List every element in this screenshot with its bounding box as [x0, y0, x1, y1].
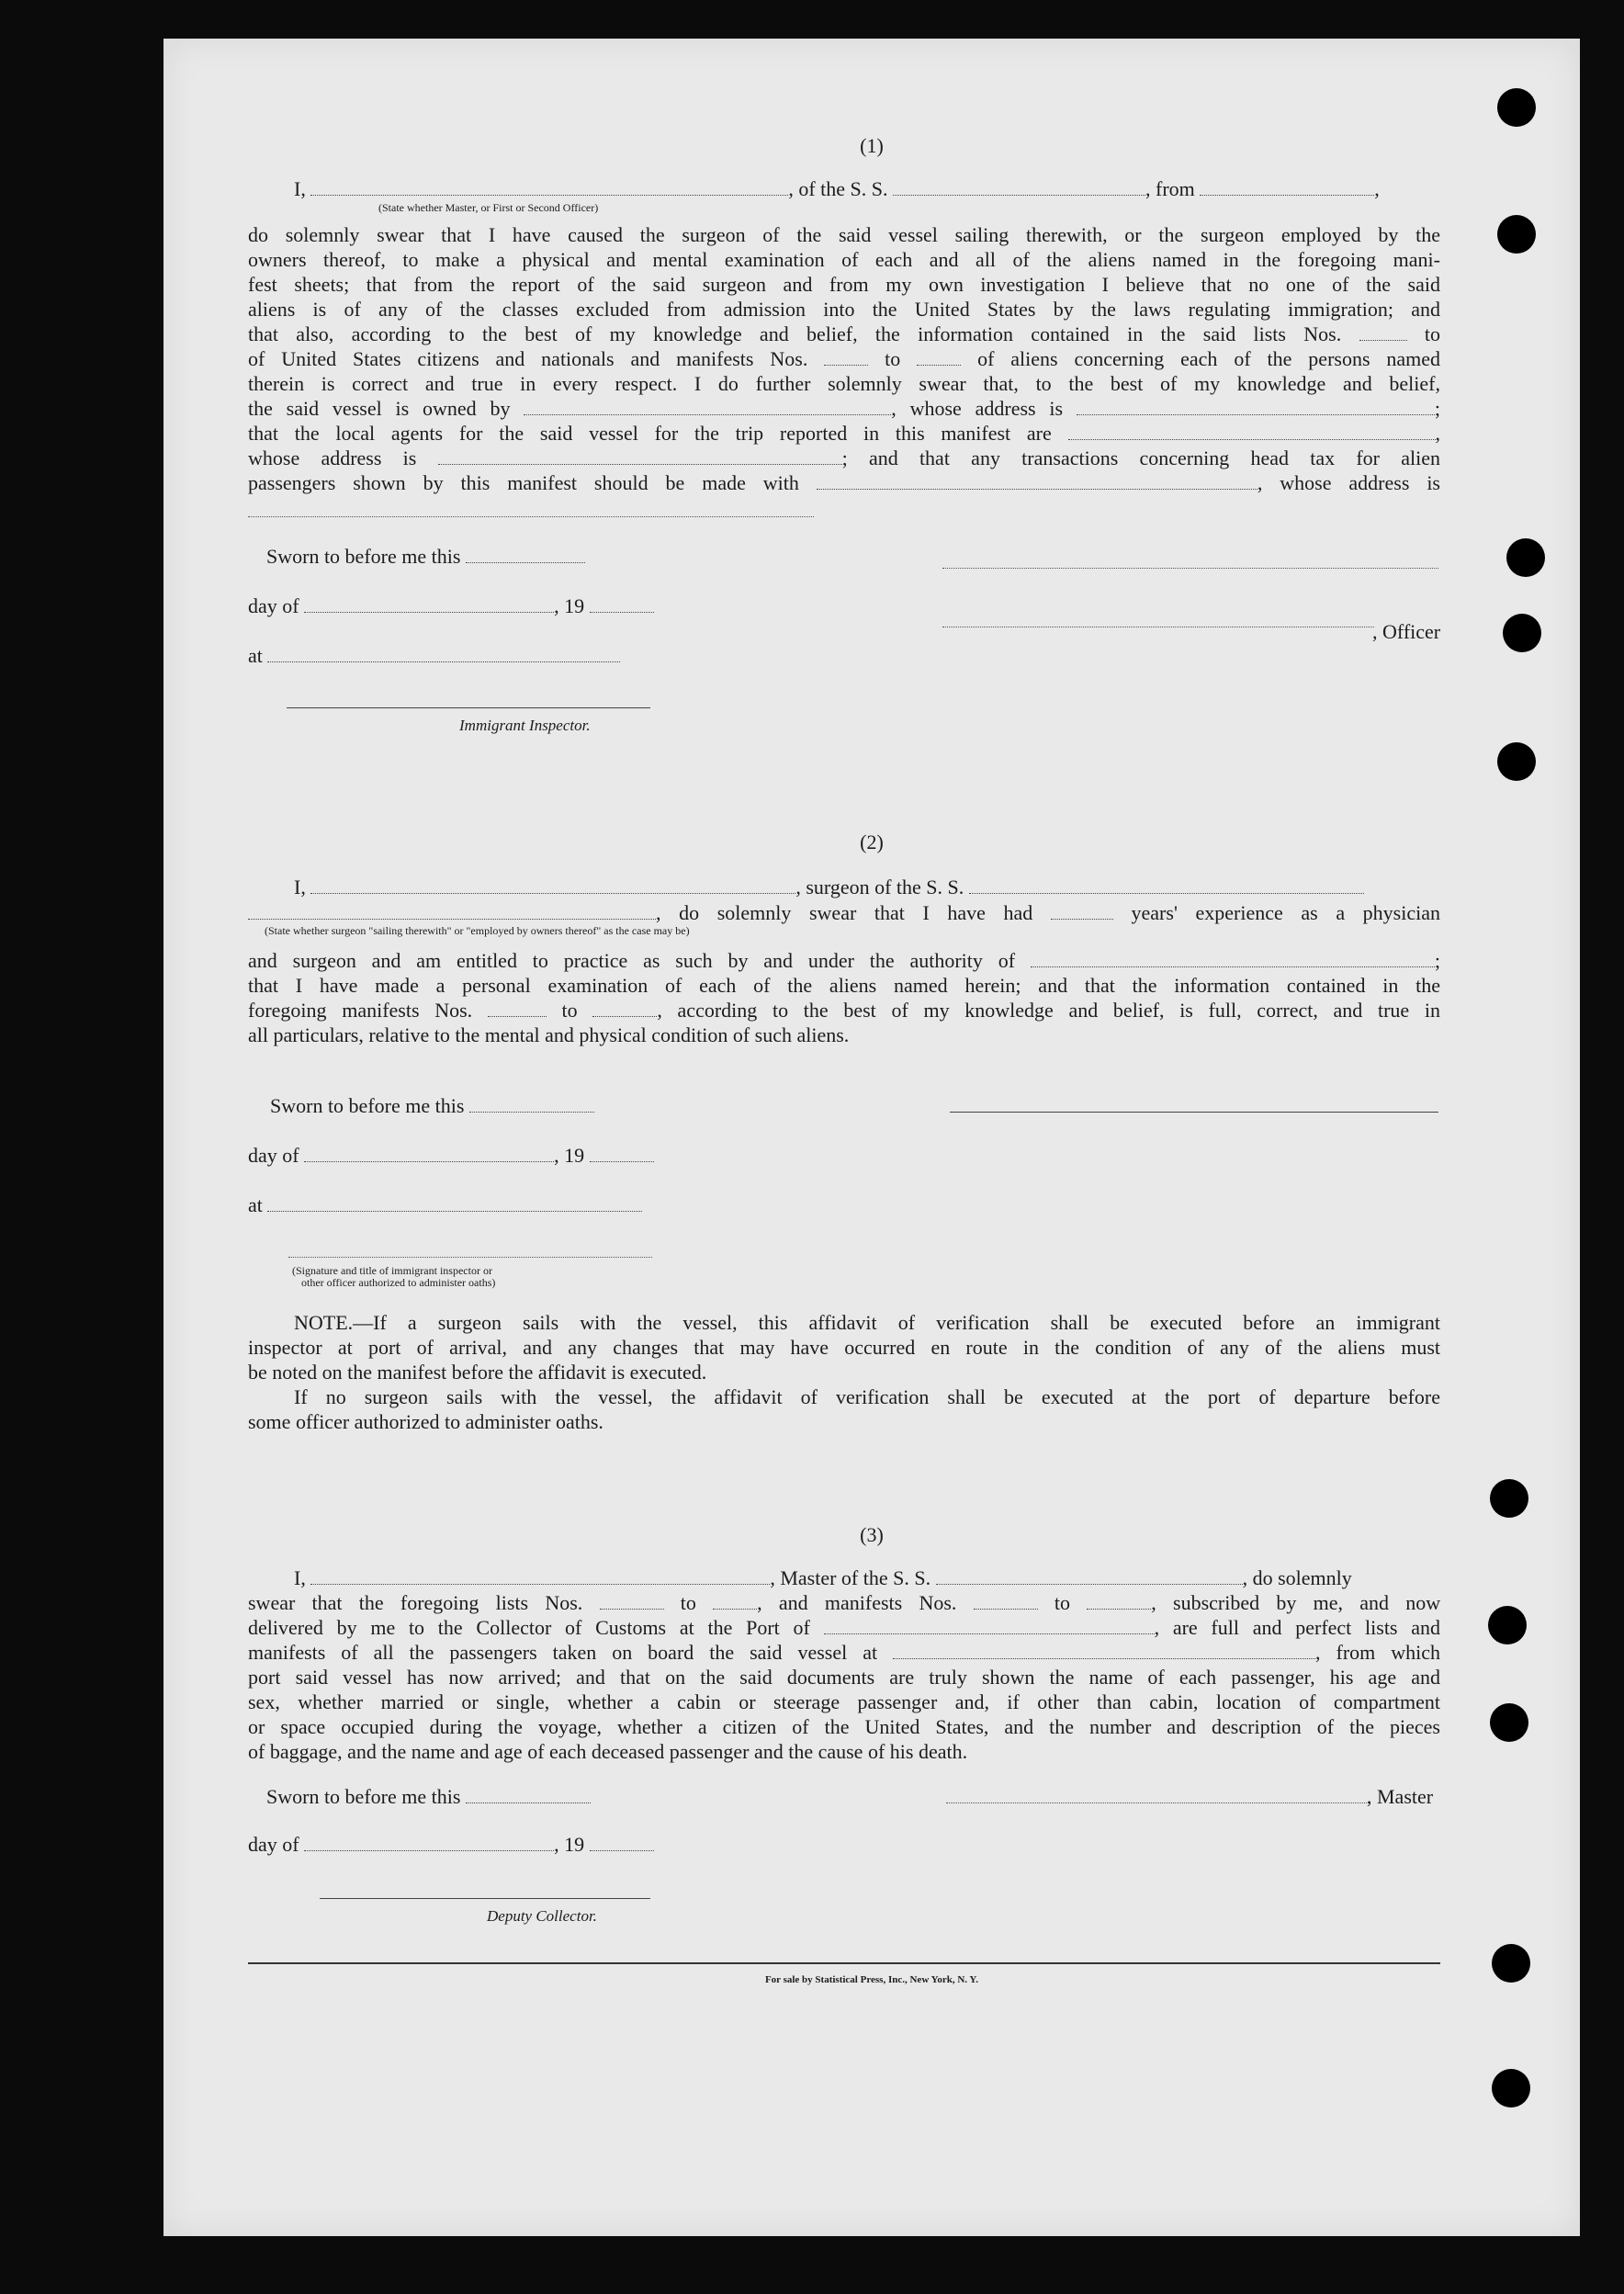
- binder-hole: [1506, 538, 1545, 577]
- ship-name-field[interactable]: [936, 1567, 1243, 1585]
- section-number: (1): [860, 134, 884, 157]
- form-line: I, , surgeon of the S. S.: [294, 875, 1364, 899]
- inspector-caption: Immigrant Inspector.: [459, 717, 591, 734]
- footer-divider: [248, 1962, 1440, 1964]
- manifests-to-field[interactable]: [917, 348, 961, 366]
- document-page: [164, 39, 1580, 2236]
- agents-address-field[interactable]: [438, 447, 842, 465]
- note-line: be noted on the manifest before the affidavit is executed.: [248, 1361, 707, 1384]
- note-line: NOTE.—If a surgeon sails with the vessel, this affidavit of verification shall be executed before an immigrant: [294, 1311, 1440, 1334]
- printer-credit: For sale by Statistical Press, Inc., New York, N. Y.: [764, 1974, 979, 1985]
- sworn-day-field[interactable]: [466, 1786, 591, 1803]
- oath-text-line: passengers shown by this manifest should be made with , whose address is: [248, 471, 1440, 494]
- officer-label: , Officer: [1372, 620, 1441, 643]
- date-line: day of , 19: [248, 1832, 654, 1857]
- month-field[interactable]: [304, 1145, 554, 1162]
- sworn-line: Sworn to before me this: [266, 1784, 591, 1809]
- binder-hole: [1490, 1703, 1528, 1742]
- ship-name-field[interactable]: [893, 178, 1145, 196]
- oath-text-line: port said vessel has now arrived; and that on the said documents are truly shown the name of each passenger, his age and: [248, 1666, 1440, 1689]
- oath-text-line: do solemnly swear that I have caused the surgeon of the said vessel sailing therewith, or the surgeon employed by the: [248, 223, 1440, 246]
- oath-text-line: whose address is ; and that any transactions concerning head tax for alien: [248, 446, 1440, 469]
- inspector-signature-line: [287, 707, 650, 708]
- master-label: , Master: [1367, 1785, 1434, 1808]
- ship-name-field[interactable]: [969, 876, 1364, 894]
- place-line: at: [248, 1192, 642, 1217]
- oath-text-line: owners thereof, to make a physical and mental examination of each and all of the aliens named in the foregoing mani-: [248, 248, 1440, 271]
- lists-from-field[interactable]: [600, 1592, 664, 1610]
- years-field[interactable]: [1051, 902, 1113, 920]
- form-line: I, , of the S. S. , from ,: [294, 177, 1380, 200]
- manifests-to-field[interactable]: [592, 1000, 657, 1017]
- manifests-from-field[interactable]: [488, 1000, 547, 1017]
- place-line: at: [248, 643, 620, 668]
- oath-text-line: that also, according to the best of my knowledge and belief, the information contained in the said lists Nos. to: [248, 322, 1441, 345]
- form-line: , do solemnly swear that I have had years' experience as a physician: [248, 900, 1440, 925]
- oath-text-line: sex, whether married or single, whether a cabin or steerage passenger and, if other than cabin, location of compartment: [248, 1690, 1440, 1713]
- month-field[interactable]: [304, 1834, 554, 1851]
- address-continuation-line: [248, 516, 814, 517]
- officer-signature-line: [942, 568, 1438, 569]
- oath-text-line: or space occupied during the voyage, whether a citizen of the United States, and the number and description of the pieces: [248, 1715, 1440, 1738]
- binder-hole: [1503, 614, 1541, 652]
- binder-hole: [1490, 1479, 1528, 1518]
- place-field[interactable]: [267, 1194, 642, 1212]
- month-field[interactable]: [304, 595, 554, 613]
- head-tax-party-field[interactable]: [817, 472, 1257, 490]
- oath-text-line: manifests of all the passengers taken on board the said vessel at , from which: [248, 1641, 1440, 1664]
- note-line: If no surgeon sails with the vessel, the affidavit of verification shall be executed at the port of departure before: [294, 1385, 1440, 1408]
- owner-address-field[interactable]: [1077, 398, 1435, 415]
- note-line: inspector at port of arrival, and any changes that may have occurred en route in the condition of any of the aliens must: [248, 1336, 1440, 1359]
- note-line: some officer authorized to administer oaths.: [248, 1410, 603, 1433]
- surgeon-name-field[interactable]: [310, 876, 795, 894]
- oath-text-line: of United States citizens and nationals and manifests Nos. to of aliens concerning each of the persons named: [248, 347, 1441, 370]
- oath-text-line: the said vessel is owned by , whose address is ;: [248, 397, 1440, 420]
- binder-hole: [1488, 1606, 1527, 1644]
- binder-hole: [1492, 2069, 1530, 2108]
- oath-text-line: that the local agents for the said vessel for the trip reported in this manifest are ,: [248, 422, 1441, 445]
- manifests-from-field[interactable]: [824, 348, 868, 366]
- sworn-line: Sworn to before me this: [266, 544, 585, 569]
- oath-text-line: and surgeon and am entitled to practice as such by and under the authority of ;: [248, 949, 1441, 972]
- date-line: day of , 19: [248, 1143, 654, 1168]
- oath-text-line: foregoing manifests Nos. to , according to the best of my knowledge and belief, is full, correct, and true in: [248, 999, 1440, 1022]
- year-field[interactable]: [590, 1834, 654, 1851]
- oath-text-line: of baggage, and the name and age of each deceased passenger and the cause of his death.: [248, 1740, 968, 1763]
- oath-text-line: swear that the foregoing lists Nos. to , and manifests Nos. to , subscribed by me, and now: [248, 1591, 1441, 1614]
- lists-nos-field[interactable]: [1359, 323, 1407, 341]
- signature-caption: other officer authorized to administer oaths): [301, 1276, 496, 1289]
- sworn-day-field[interactable]: [466, 546, 585, 563]
- binder-hole: [1497, 742, 1536, 781]
- surgeon-type-field[interactable]: [248, 902, 656, 920]
- year-field[interactable]: [590, 1145, 654, 1162]
- master-name-field[interactable]: [310, 1567, 770, 1585]
- lists-to-field[interactable]: [713, 1592, 757, 1610]
- embarkation-port-field[interactable]: [893, 1642, 1315, 1659]
- binder-hole: [1497, 88, 1536, 127]
- oath-text-line: all particulars, relative to the mental and physical condition of such aliens.: [248, 1023, 850, 1046]
- collector-signature-line: [320, 1898, 650, 1899]
- authority-field[interactable]: [1031, 950, 1435, 967]
- sworn-line: Sworn to before me this: [270, 1093, 594, 1118]
- inspector-signature-line: [288, 1257, 652, 1258]
- form-line: I, , Master of the S. S. , do solemnly: [294, 1566, 1352, 1589]
- oath-text-line: fest sheets; that from the report of the said surgeon and from my own investigation I believe that no one of the said: [248, 273, 1440, 296]
- owner-field[interactable]: [524, 398, 891, 415]
- oath-text-line: therein is correct and true in every respect. I do further solemnly swear that, to the best of my knowledge and belief,: [248, 372, 1440, 395]
- oath-text-line: delivered by me to the Collector of Customs at the Port of , are full and perfect lists and: [248, 1616, 1440, 1639]
- binder-hole: [1497, 215, 1536, 254]
- surgeon-signature-line: [950, 1112, 1438, 1113]
- master-signature-line: [946, 1802, 1369, 1803]
- sworn-day-field[interactable]: [469, 1095, 594, 1113]
- oath-text-line: that I have made a personal examination of each of the aliens named herein; and that the information contained in the: [248, 974, 1440, 997]
- signature-caption: (Signature and title of immigrant inspector or: [292, 1264, 492, 1277]
- field-caption: (State whether Master, or First or Second Officer): [378, 201, 599, 214]
- local-agents-field[interactable]: [1068, 423, 1436, 440]
- section-number: (2): [860, 831, 884, 853]
- manifests-to-field[interactable]: [1087, 1592, 1151, 1610]
- port-field[interactable]: [824, 1617, 1155, 1634]
- collector-caption: Deputy Collector.: [487, 1907, 597, 1925]
- master-name-field[interactable]: [310, 178, 788, 196]
- date-line: day of , 19: [248, 593, 654, 618]
- departure-port-field[interactable]: [1200, 178, 1374, 196]
- field-caption: (State whether surgeon "sailing therewith" or "employed by owners thereof" as the case may be): [265, 924, 690, 937]
- place-field[interactable]: [267, 645, 620, 662]
- year-field[interactable]: [590, 595, 654, 613]
- manifests-from-field[interactable]: [974, 1592, 1038, 1610]
- oath-text-line: aliens is of any of the classes excluded from admission into the United States by the laws regulating immigration; and: [248, 298, 1440, 321]
- section-number: (3): [860, 1523, 884, 1546]
